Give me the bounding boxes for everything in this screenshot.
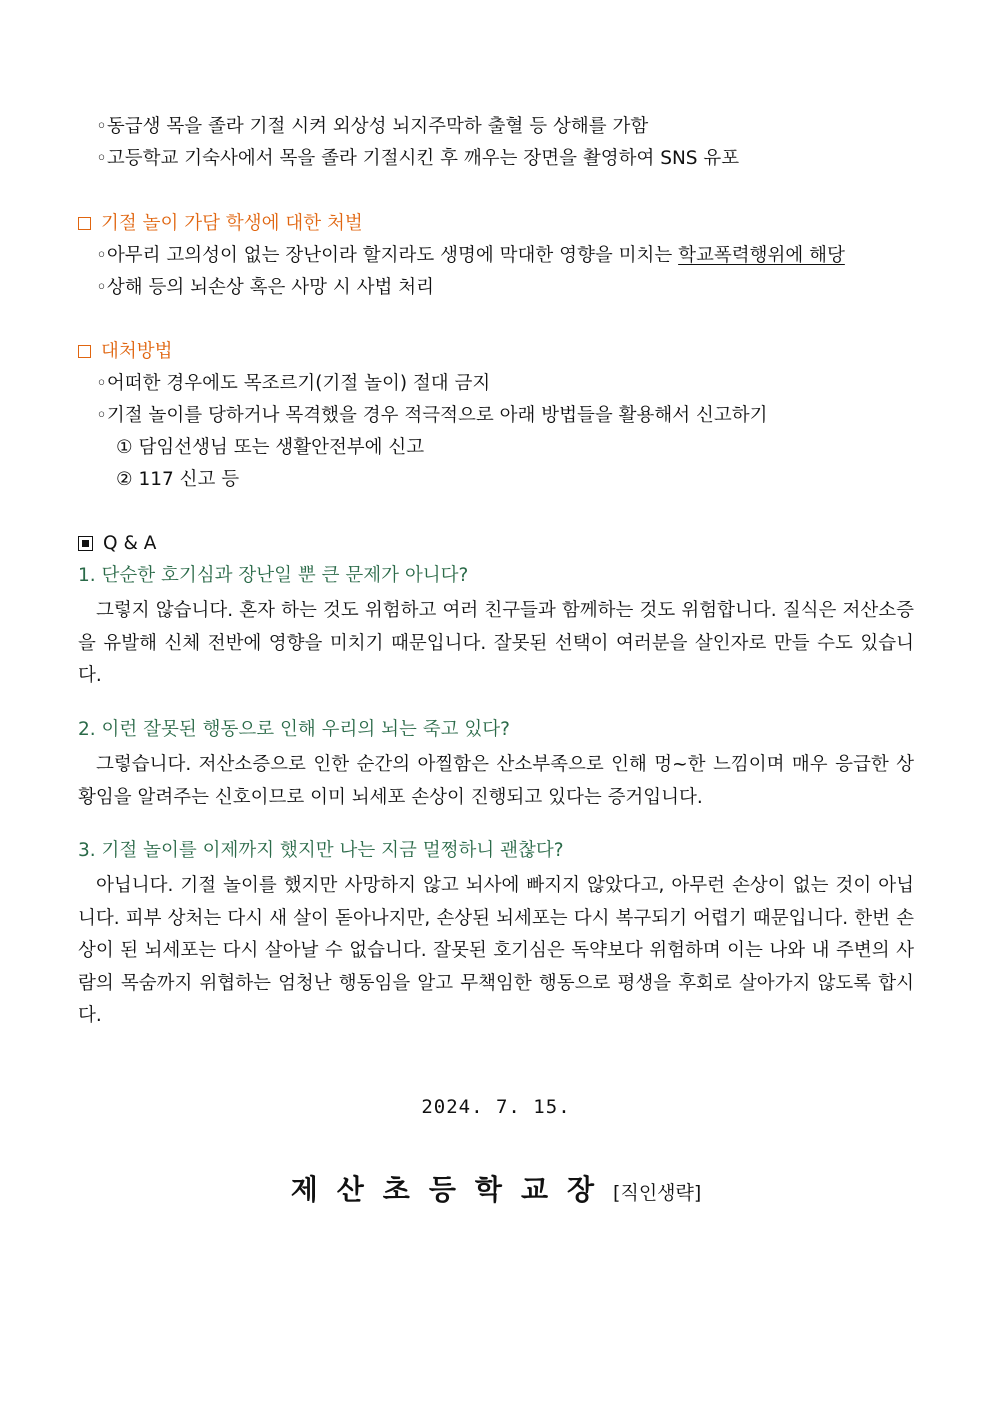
qa-question-1: 1. 단순한 호기심과 장난일 뿐 큰 문제가 아니다? [78,565,469,586]
punishment-heading [78,211,363,237]
punishment-bullet-1-text: ◦아무리 고의성이 없는 장난이라 할지라도 생명에 막대한 영향을 미치는 [96,245,679,266]
filled-square-icon [78,536,93,551]
response-bullet-1: ◦어떠한 경우에도 목조르기(기절 놀이) 절대 금지 [96,373,491,394]
response-heading-text: 대처방법 [101,341,173,362]
checkbox-square-icon [78,345,91,358]
punishment-bullet-1 [96,243,845,269]
intro-bullet-2: ◦고등학교 기숙사에서 목을 졸라 기절시킨 후 깨우는 장면을 촬영하여 SNS 유포 [96,148,740,169]
qa-heading [78,531,156,557]
punishment-heading-text: 기절 놀이 가담 학생에 대한 처벌 [101,213,363,234]
response-step-1: ① 담임선생님 또는 생활안전부에 신고 [116,437,425,458]
intro-bullet-1: ◦동급생 목을 졸라 기절 시켜 외상성 뇌지주막하 출혈 등 상해를 가함 [96,116,649,137]
checkbox-square-icon [78,217,91,230]
document-date: 2024. 7. 15. [421,1096,571,1118]
qa-answer-1: 그렇지 않습니다. 혼자 하는 것도 위험하고 여러 친구들과 함께하는 것도 위험합니다. 질식은 저산소증을 유발해 신체 전반에 영향을 미치기 때문입니다. 잘못된 선택이 여러분을 살인자로 만들 수도 있습니다. [78,600,914,686]
qa-answer-3: 아닙니다. 기절 놀이를 했지만 사망하지 않고 뇌사에 빠지지 않았다고, 아무런 손상이 없는 것이 아닙니다. 피부 상처는 다시 새 살이 돋아나지만, 손상된 뇌세포는 다시 복구되기 어렵기 때문입니다. 한번 손상이 된 뇌세포는 다시 살아날 수 없습니다. 잘못된 호기심은 독약보다 위험하며 이는 나와 내 주변의 사람의 목숨까지 위협하는 엄청난 행동임을 알고 무책임한 행동으로 평생을 후회로 살아가지 않도록 합시다. [78,875,914,1026]
response-heading [78,339,172,365]
response-bullet-2: ◦기절 놀이를 당하거나 목격했을 경우 적극적으로 아래 방법들을 활용해서 신고하기 [96,405,768,426]
qa-question-3: 3. 기절 놀이를 이제까지 했지만 나는 지금 멀쩡하니 괜찮다? [78,840,564,861]
qa-question-2: 2. 이런 잘못된 행동으로 인해 우리의 뇌는 죽고 있다? [78,719,510,740]
punishment-bullet-2: ◦상해 등의 뇌손상 혹은 사망 시 사법 처리 [96,277,435,298]
seal-note: [직인생략] [613,1182,702,1204]
qa-heading-text: Q & A [103,533,157,554]
principal-title: 제산초등학교장 [290,1173,614,1206]
punishment-bullet-1-underlined: 학교폭력행위에 해당 [678,245,845,266]
response-step-2: ② 117 신고 등 [116,469,240,490]
signature-block [0,1168,992,1208]
qa-answer-2: 그렇습니다. 저산소증으로 인한 순간의 아찔함은 산소부족으로 인해 멍~한 느낌이며 매우 응급한 상황임을 알려주는 신호이므로 이미 뇌세포 손상이 진행되고 있다는 증거입니다. [78,754,914,808]
